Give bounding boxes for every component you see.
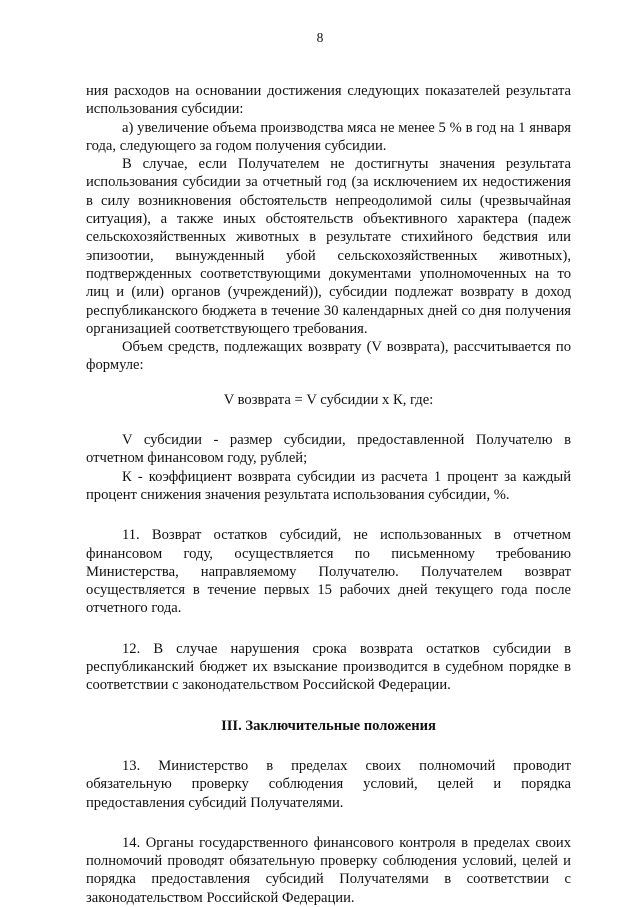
paragraph-clause-11: 11. Возврат остатков субсидий, не использованных в отчетном финансовом году, осуществляется по письменному требованию Министерства, направляемому Получателю. Получателем возврат осуществляется в течение первых 15 рабочих дней текущего года после отчетного года. xyxy=(86,527,571,617)
formula: V возврата = V субсидии х К, где: xyxy=(223,391,434,408)
page-number: 8 xyxy=(316,30,324,45)
paragraph-clause-14: 14. Органы государственного финансового контроля в пределах своих полномочий проводят обязательную проверку соблюдения условий, целей и порядка предоставления субсидий Получателями в соответствии с законодательством Российской Федерации. xyxy=(86,834,571,906)
paragraph-return-conditions: В случае, если Получателем не достигнуты значения результата использования субсидии за отчетный год (за исключением их недостижения в силу возникновения обстоятельств непреодолимой силы (чрезвычайная ситуация), а также иных обстоятельств объективного характера (падеж сельскохозяйственных животных в результате стихийного бедствия или эпизоотии, вынужденный убой сельскохозяйственных животных), подтвержденных соответствующими документами уполномоченных на то лиц и (или) органов (учреждений)), субсидии подлежат возврату в доход республиканского бюджета в течение 30 календарных дней со дня получения организацией соответствующего требования. xyxy=(86,156,571,337)
paragraph-continuation: ния расходов на основании достижения следующих показателей результата использования субсидии: xyxy=(86,83,571,118)
paragraph-k-definition: К - коэффициент возврата субсидии из расчета 1 процент за каждый процент снижения значения результата использования субсидии, %. xyxy=(86,468,571,503)
paragraph-item-a: а) увеличение объема производства мяса не менее 5 % в год на 1 января года, следующего за годом получения субсидии. xyxy=(86,119,571,154)
paragraph-v-definition: V субсидии - размер субсидии, предоставленной Получателю в отчетном финансовом году, рублей; xyxy=(86,432,571,467)
paragraph-clause-12: 12. В случае нарушения срока возврата остатков субсидии в республиканский бюджет их взыскание производится в судебном порядке в соответствии с законодательством Российской Федерации. xyxy=(86,640,571,694)
paragraph-formula-intro: Объем средств, подлежащих возврату (V возврата), рассчитывается по формуле: xyxy=(86,339,571,374)
paragraph-clause-13: 13. Министерство в пределах своих полномочий проводит обязательную проверку соблюдения условий, целей и порядка предоставления субсидий Получателями. xyxy=(86,757,571,811)
section-heading: III. Заключительные положения xyxy=(221,717,436,734)
document-body xyxy=(86,82,571,907)
